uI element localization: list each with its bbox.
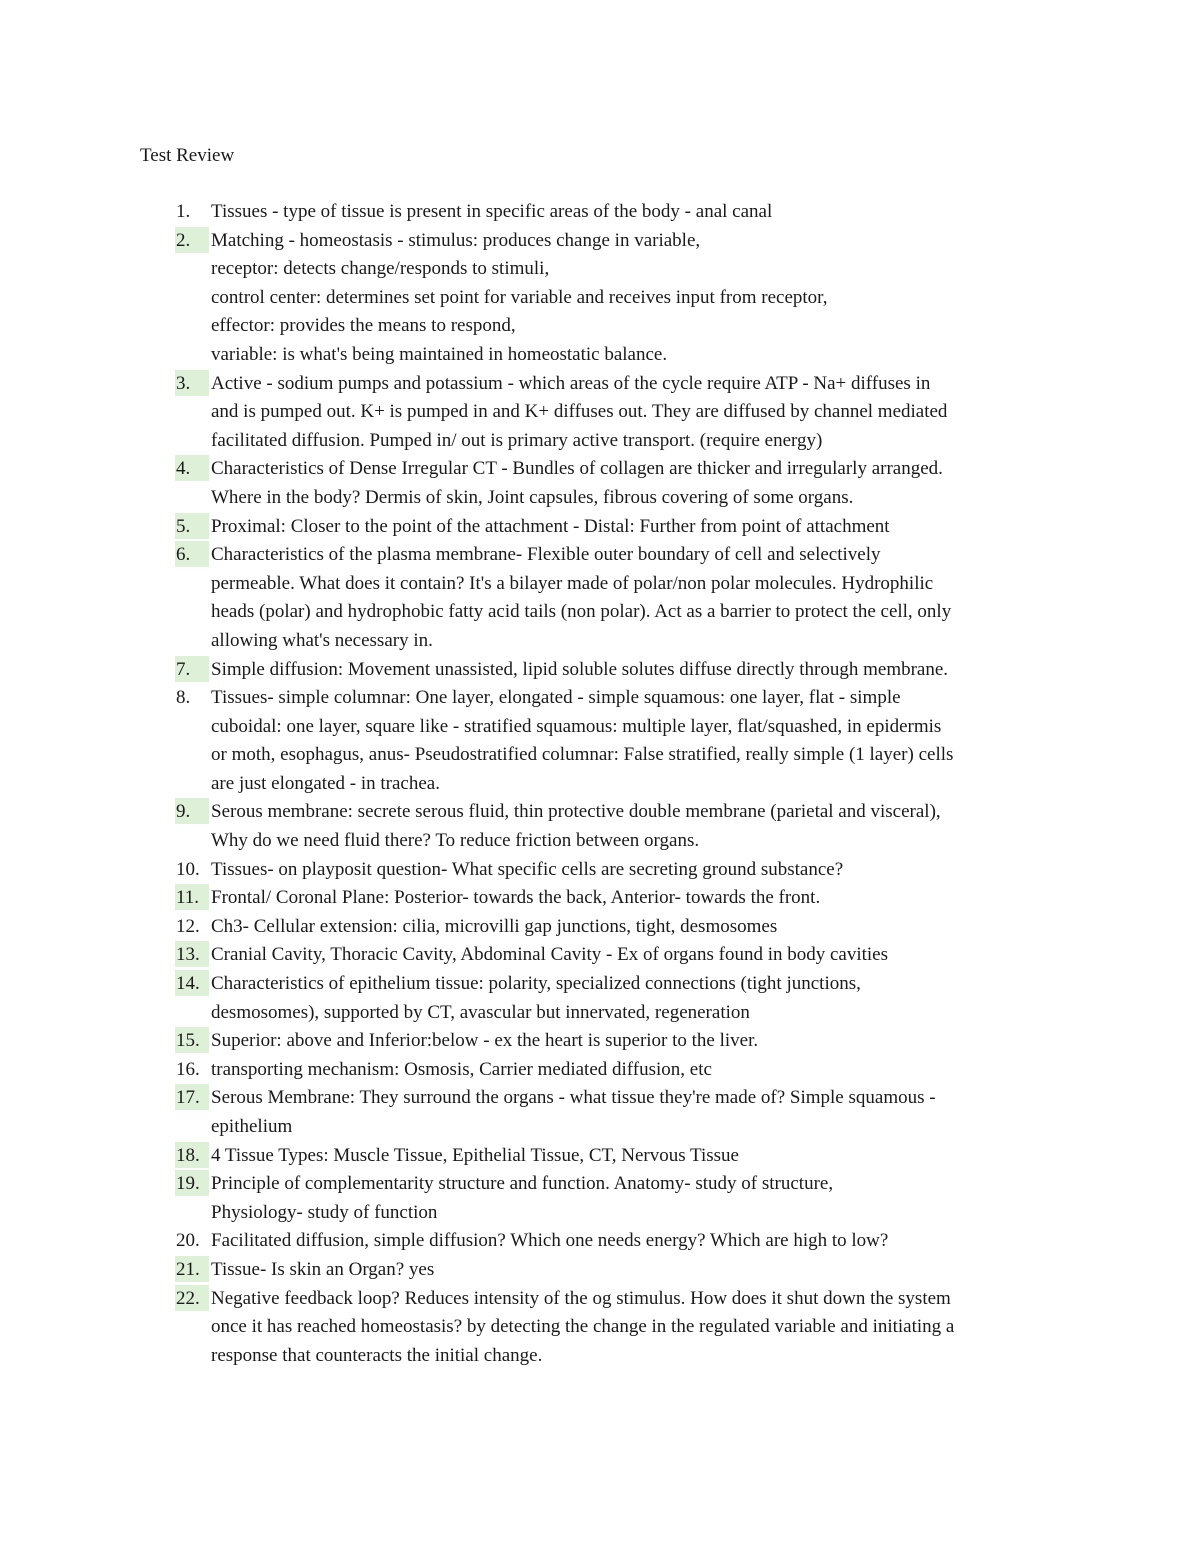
list-item [0,198,1066,227]
item-number: 1. [176,201,191,222]
item-text-line: Serous Membrane: They surround the organs - what tissue they're made of? Simple squamous - [211,1087,936,1109]
item-text [211,1285,1066,1371]
item-text-line: Serous membrane: secrete serous fluid, thin protective double membrane (parietal and visceral), [211,801,941,823]
item-text-line: Tissues- on playposit question- What specific cells are secreting ground substance? [211,858,844,880]
item-text-line: and is pumped out. K+ is pumped in and K+ diffuses out. They are diffused by channel mediated [211,401,948,423]
list-item [0,1227,1066,1256]
item-number: 7. [175,656,209,682]
item-number: 15. [175,1027,209,1053]
item-text-line: Superior: above and Inferior:below - ex the heart is superior to the liver. [211,1030,759,1052]
item-text-line: Tissue- Is skin an Organ? yes [211,1258,435,1280]
item-text [211,1227,1066,1256]
item-text-line: Active - sodium pumps and potassium - which areas of the cycle require ATP - Na+ diffuses in [211,372,931,394]
item-text [211,970,1066,1027]
item-text-line: control center: determines set point for variable and receives input from receptor, [211,286,828,308]
item-text-line: response that counteracts the initial change. [211,1344,543,1366]
item-text [211,1142,1066,1171]
item-text [211,856,1066,885]
item-text-line: variable: is what's being maintained in homeostatic balance. [211,343,668,365]
item-text-line: allowing what's necessary in. [211,629,433,651]
item-number: 18. [175,1142,209,1168]
item-text-line: Frontal/ Coronal Plane: Posterior- towards the back, Anterior- towards the front. [211,887,821,909]
list-item [0,227,1066,370]
list-item [0,884,1066,913]
page-title: Test Review [140,145,235,166]
item-text [211,227,1066,370]
item-text-line: Tissues- simple columnar: One layer, elongated - simple squamous: one layer, flat - simple [211,687,901,709]
list-item [0,1256,1066,1285]
item-text-line: cuboidal: one layer, square like - stratified squamous: multiple layer, flat/squashed, in epidermis [211,715,942,737]
list-item [0,455,1066,512]
item-text-line: permeable. What does it contain? It's a bilayer made of polar/non polar molecules. Hydrophilic [211,572,934,594]
list-item [0,541,1066,655]
list-item [0,913,1066,942]
item-text [211,541,1066,655]
item-text-line: Facilitated diffusion, simple diffusion? Which one needs energy? Which are high to low? [211,1230,889,1252]
list-item [0,1142,1066,1171]
list-item [0,1027,1066,1056]
item-text-line: Why do we need fluid there? To reduce friction between organs. [211,830,700,852]
item-text [211,1027,1066,1056]
item-text-line: heads (polar) and hydrophobic fatty acid tails (non polar). Act as a barrier to protect the cell, only [211,601,952,623]
item-number: 9. [175,798,209,824]
item-number: 13. [175,941,209,967]
item-text-line: effector: provides the means to respond, [211,315,516,337]
item-text [211,455,1066,512]
item-text-line: Principle of complementarity structure and function. Anatomy- study of structure, [211,1173,834,1195]
item-text [211,1056,1066,1085]
list-item [0,941,1066,970]
list-item [0,970,1066,1027]
item-number: 8. [176,687,191,709]
item-text [211,370,1066,456]
item-text-line: epithelium [211,1116,293,1137]
item-text [211,1084,1066,1141]
item-number: 4. [175,455,209,481]
list-item [0,1056,1066,1085]
item-text-line: Negative feedback loop? Reduces intensity of the og stimulus. How does it shut down the system [211,1287,951,1309]
item-text [211,656,1066,685]
item-number: 17. [175,1084,209,1110]
item-number: 6. [175,541,209,567]
item-number: 3. [175,370,209,396]
review-list [0,198,1200,1370]
item-text [211,798,1066,855]
list-item [0,513,1066,542]
item-number: 14. [175,970,209,996]
list-item [0,684,1066,798]
list-item [0,1084,1066,1141]
item-text-line: Cranial Cavity, Thoracic Cavity, Abdominal Cavity - Ex of organs found in body cavities [211,944,889,966]
item-text-line: transporting mechanism: Osmosis, Carrier mediated diffusion, etc [211,1058,712,1080]
item-text [211,913,1066,942]
list-item [0,1285,1066,1371]
item-text-line: are just elongated - in trachea. [211,772,440,794]
item-text [211,1170,1066,1227]
item-text-line: Physiology- study of function [211,1201,438,1223]
list-item [0,798,1066,855]
item-text-line: Characteristics of Dense Irregular CT - Bundles of collagen are thicker and irregularly arranged. [211,458,943,480]
item-number: 20. [176,1230,200,1252]
item-text-line: receptor: detects change/responds to stimuli, [211,258,550,280]
item-text-line: Proximal: Closer to the point of the attachment - Distal: Further from point of attachment [211,515,890,537]
item-text [211,941,1066,970]
item-text-line: or moth, esophagus, anus- Pseudostratified columnar: False stratified, really simple (1 layer) cells [211,744,954,766]
item-text-line: Characteristics of epithelium tissue: polarity, specialized connections (tight junctions, [211,973,861,995]
list-item [0,856,1066,885]
item-text [211,198,1066,227]
item-number: 22. [175,1285,209,1311]
list-item [0,1170,1066,1227]
item-number: 10. [176,858,200,880]
item-text [211,884,1066,913]
list-item [0,656,1066,685]
list-item [0,370,1066,456]
item-text-line: Simple diffusion: Movement unassisted, lipid soluble solutes diffuse directly through membrane. [211,658,949,680]
item-text [211,513,1066,542]
item-text-line: Matching - homeostasis - stimulus: produces change in variable, [211,229,701,251]
item-text-line: desmosomes), supported by CT, avascular but innervated, regeneration [211,1001,750,1023]
item-text-line: 4 Tissue Types: Muscle Tissue, Epithelial Tissue, CT, Nervous Tissue [211,1144,739,1166]
item-number: 16. [176,1058,200,1080]
item-text [211,684,1066,798]
item-text-line: Where in the body? Dermis of skin, Joint capsules, fibrous covering of some organs. [211,486,854,508]
item-text-line: Tissues - type of tissue is present in specific areas of the body - anal canal [211,201,773,222]
item-text-line: once it has reached homeostasis? by detecting the change in the regulated variable and initiating a [211,1316,955,1338]
item-text-line: facilitated diffusion. Pumped in/ out is primary active transport. (require energy) [211,429,823,451]
item-text-line: Ch3- Cellular extension: cilia, microvilli gap junctions, tight, desmosomes [211,915,778,937]
item-text-line: Characteristics of the plasma membrane- Flexible outer boundary of cell and selectively [211,544,881,566]
item-number: 11. [175,884,209,910]
item-number: 19. [175,1170,209,1196]
item-text [211,1256,1066,1285]
item-number: 2. [175,227,209,253]
item-number: 21. [175,1256,209,1282]
item-number: 12. [176,915,200,937]
item-number: 5. [175,513,209,539]
